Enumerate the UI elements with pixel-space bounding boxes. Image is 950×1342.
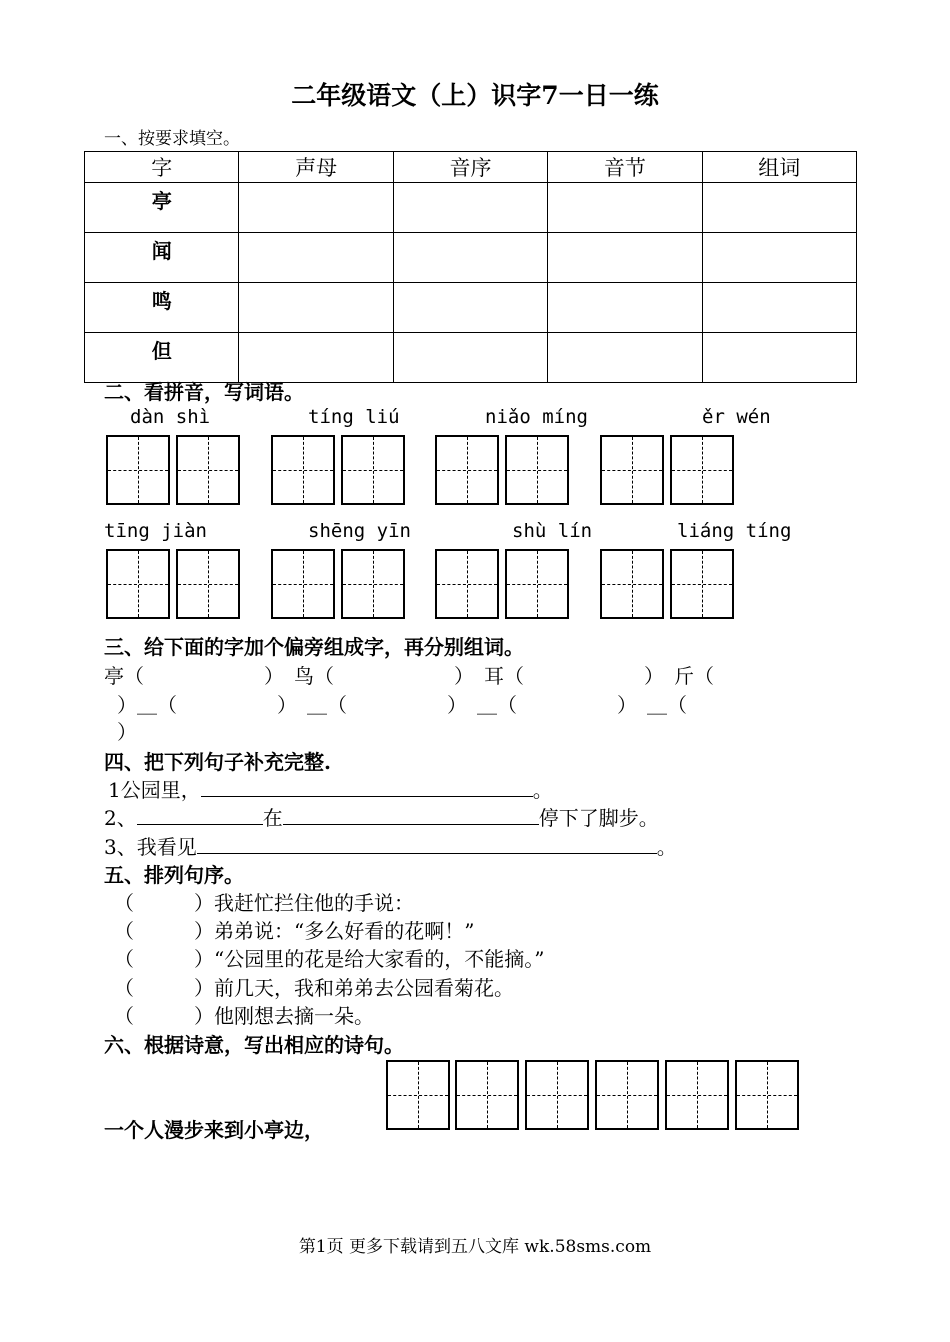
order-item: （ ）弟弟说：“多么好看的花啊！” (114, 919, 475, 943)
order-item: （ ）他刚想去摘一朵。 (114, 1004, 374, 1028)
answer-cell[interactable] (393, 183, 547, 233)
row-char: 鸣 (85, 283, 239, 333)
pinyin-label: shù lín (512, 520, 593, 542)
writing-box[interactable] (595, 1060, 659, 1130)
answer-cell[interactable] (548, 283, 702, 333)
header-char: 字 (85, 152, 239, 183)
pinyin-label: shēng yīn (308, 520, 411, 542)
writing-box[interactable] (525, 1060, 589, 1130)
radical-line-1: 亭（ ） 鸟（ ） 耳（ ） 斤（ (104, 664, 714, 688)
section-5-heading: 五、排列句序。 (104, 863, 244, 887)
blank-line[interactable] (197, 831, 657, 854)
pinyin-label: tíng liú (308, 406, 400, 428)
writing-box[interactable] (455, 1060, 519, 1130)
writing-box[interactable] (271, 549, 335, 619)
blank-line[interactable] (137, 802, 263, 825)
section-2-heading: 二、看拼音，写词语。 (104, 380, 304, 404)
order-item: （ ）前几天，我和弟弟去公园看菊花。 (114, 976, 514, 1000)
answer-cell[interactable] (548, 233, 702, 283)
writing-box[interactable] (435, 435, 499, 505)
writing-box[interactable] (176, 549, 240, 619)
section-1-heading: 一、按要求填空。 (104, 129, 240, 149)
blank-line[interactable] (283, 802, 539, 825)
radical-line-3: ） (117, 720, 137, 744)
pinyin-label: dàn shì (130, 406, 211, 428)
answer-cell[interactable] (239, 233, 393, 283)
table-row (85, 183, 857, 233)
sentence-2 (104, 802, 659, 831)
section-4-heading: 四、把下列句子补充完整. (104, 750, 331, 774)
radical-line-2: ）＿（ ） ＿（ ） ＿（ ） ＿（ (117, 693, 687, 717)
header-initial: 声母 (239, 152, 393, 183)
section-3-heading: 三、给下面的字加个偏旁组成字，再分别组词。 (104, 635, 524, 659)
row-char: 闻 (85, 233, 239, 283)
writing-box[interactable] (600, 549, 664, 619)
pinyin-label: niǎo míng (485, 406, 588, 428)
answer-cell[interactable] (702, 233, 856, 283)
writing-box[interactable] (670, 549, 734, 619)
header-syllable: 音节 (548, 152, 702, 183)
writing-box[interactable] (600, 435, 664, 505)
answer-cell[interactable] (702, 333, 856, 383)
writing-box[interactable] (106, 435, 170, 505)
answer-cell[interactable] (239, 183, 393, 233)
header-index: 音序 (393, 152, 547, 183)
sentence-3-end: 。 (656, 835, 677, 859)
answer-cell[interactable] (702, 283, 856, 333)
pinyin-label: tīng jiàn (104, 520, 207, 542)
answer-cell[interactable] (393, 233, 547, 283)
answer-cell[interactable] (548, 333, 702, 383)
row-char: 亭 (85, 183, 239, 233)
writing-box[interactable] (271, 435, 335, 505)
writing-box[interactable] (505, 435, 569, 505)
answer-cell[interactable] (548, 183, 702, 233)
answer-cell[interactable] (239, 333, 393, 383)
writing-box[interactable] (665, 1060, 729, 1130)
answer-cell[interactable] (702, 183, 856, 233)
writing-box[interactable] (670, 435, 734, 505)
sentence-1-end: 。 (532, 778, 553, 802)
sentence-1 (108, 774, 553, 803)
answer-cell[interactable] (393, 333, 547, 383)
pinyin-label: liáng tíng (677, 520, 792, 542)
writing-box[interactable] (341, 435, 405, 505)
table-row (85, 283, 857, 333)
sentence-2-start: 2、 (104, 806, 137, 830)
sentence-3 (104, 831, 677, 860)
order-item: （ ）“公园里的花是给大家看的，不能摘。” (114, 947, 545, 971)
sentence-1-start: 1公园里， (108, 778, 201, 802)
sentence-2-mid: 在 (262, 806, 283, 830)
poem-prompt: 一个人漫步来到小亭边， (104, 1118, 324, 1142)
page-footer: 第1页 更多下载请到五八文库 wk.58sms.com (298, 1237, 652, 1257)
writing-box[interactable] (341, 549, 405, 619)
writing-box[interactable] (505, 549, 569, 619)
table-header-row (85, 152, 857, 183)
table-row (85, 233, 857, 283)
answer-cell[interactable] (239, 283, 393, 333)
blank-line[interactable] (201, 774, 533, 797)
writing-box[interactable] (106, 549, 170, 619)
order-item: （ ）我赶忙拦住他的手说： (114, 891, 414, 915)
writing-box[interactable] (386, 1060, 450, 1130)
answer-cell[interactable] (393, 283, 547, 333)
page-title: 二年级语文（上）识字7一日一练 (291, 81, 659, 110)
writing-box[interactable] (735, 1060, 799, 1130)
writing-box[interactable] (176, 435, 240, 505)
header-words: 组词 (702, 152, 856, 183)
table-row (85, 333, 857, 383)
fill-table (84, 151, 857, 383)
row-char: 但 (85, 333, 239, 383)
sentence-2-end: 停下了脚步。 (538, 806, 659, 830)
section-6-heading: 六、根据诗意，写出相应的诗句。 (104, 1033, 404, 1057)
sentence-3-start: 3、我看见 (104, 835, 197, 859)
pinyin-label: ěr wén (702, 406, 771, 428)
writing-box[interactable] (435, 549, 499, 619)
